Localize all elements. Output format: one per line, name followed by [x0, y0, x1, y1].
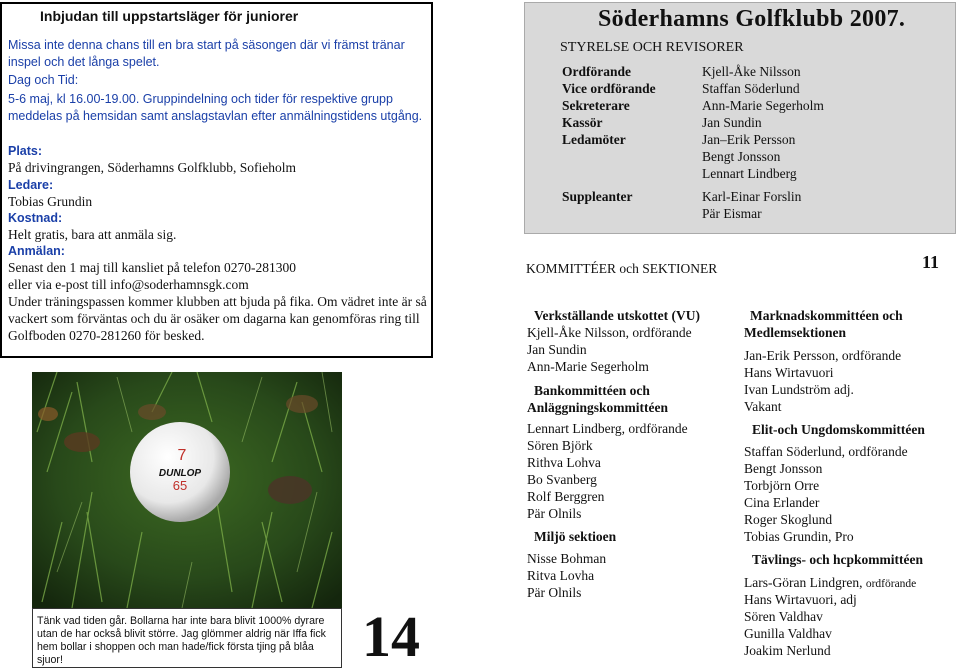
- page-number-left: 14: [362, 604, 420, 669]
- vu-heading: Verkställande utskottet (VU): [534, 308, 700, 323]
- bank-member: Lennart Lindberg, ordförande: [527, 421, 688, 436]
- bank-heading-line-2: Anläggningskommittéen: [527, 400, 669, 415]
- place-label: Plats:: [8, 144, 43, 158]
- env-member: Ritva Lovha: [527, 568, 595, 583]
- board-member: Jan–Erik Persson: [702, 132, 796, 147]
- role-vice-chair: Vice ordförande: [562, 81, 656, 96]
- comp-heading: Tävlings- och hcpkommittéen: [752, 552, 924, 567]
- elite-member: Staffan Söderlund, ordförande: [744, 444, 908, 459]
- signup-paragraph: [8, 293, 428, 344]
- ball-brand: DUNLOP: [158, 468, 202, 479]
- market-member: Jan-Erik Persson, ordförande: [744, 348, 902, 363]
- role-deputies: Suppleanter: [562, 189, 633, 204]
- board-member: Lennart Lindberg: [702, 166, 797, 181]
- board-member: Bengt Jonsson: [702, 149, 781, 164]
- cost-value: Helt gratis, bara att anmäla sig.: [8, 227, 177, 242]
- deputy-member: Karl-Einar Forslin: [702, 189, 802, 204]
- elite-member: Bengt Jonsson: [744, 461, 823, 476]
- page-number-right: 11: [922, 252, 940, 272]
- fika-text: Under träningspassen kommer klubben att bjuda på fika.: [8, 294, 314, 309]
- market-member: Ivan Lundström adj.: [744, 382, 854, 397]
- member-vice-chair: Staffan Söderlund: [702, 81, 800, 96]
- env-member: Nisse Bohman: [527, 551, 607, 566]
- elite-member: Cina Erlander: [744, 495, 820, 510]
- signup-line-1: Senast den 1 maj till kansliet på telefon 0270-281300: [8, 260, 296, 275]
- invitation-intro: Missa inte denna chans till en bra start på säsongen där vi främst tränar inspel och det långa spelet.: [8, 38, 405, 69]
- club-title: Söderhamns Golfklubb 2007.: [598, 6, 906, 32]
- elite-member: Tobias Grundin, Pro: [744, 529, 854, 544]
- ball-number-top: 7: [177, 447, 187, 464]
- role-secretary: Sekreterare: [562, 98, 630, 113]
- cost-label: Kostnad:: [8, 211, 63, 225]
- member-treasurer: Jan Sundin: [702, 115, 762, 130]
- comp-member: Gunilla Valdhav: [744, 626, 832, 641]
- invitation-title: Inbjudan till uppstartsläger för juniorer: [40, 8, 299, 24]
- role-chair: Ordförande: [562, 64, 631, 79]
- comp-member: Sören Valdhav: [744, 609, 823, 624]
- ball-number-bottom: 65: [172, 478, 188, 493]
- elite-heading: Elit-och Ungdomskommittéen: [752, 422, 925, 437]
- comp-member: Hans Wirtavuori, adj: [744, 592, 857, 607]
- market-heading-line-2: Medlemsektionen: [744, 325, 846, 340]
- comp-chair-name: Lars-Göran Lindgren,: [744, 575, 863, 590]
- bank-member: Rithva Lohva: [527, 455, 601, 470]
- vu-member: Jan Sundin: [527, 342, 587, 357]
- photo-caption: Tänk vad tiden går. Bollarna har inte bara blivit 1000% dyrare utan de har också blivit större. Jag glömmer aldrig när Iffa fick hem bollar i shoppen och man hade/fick första tjing på blåa sjuor!: [32, 608, 342, 668]
- bank-member: Bo Svanberg: [527, 472, 597, 487]
- date-value: 5-6 maj, kl 16.00-19.00. Gruppindelning och tider för respektive grupp meddelas på hemsidan samt anslagstavlan efter anmälningstidens utgång.: [8, 92, 423, 123]
- deputy-member: Pär Eismar: [702, 206, 762, 221]
- member-secretary: Ann-Marie Segerholm: [702, 98, 824, 113]
- golf-ball-photo: [32, 372, 342, 608]
- bank-member: Rolf Berggren: [527, 489, 605, 504]
- vu-member: Kjell-Åke Nilsson, ordförande: [527, 325, 692, 340]
- member-chair: Kjell-Åke Nilsson: [702, 64, 801, 79]
- bank-member: Pär Olnils: [527, 506, 582, 521]
- leader-label: Ledare:: [8, 178, 54, 192]
- weather-text: Om vädret inte är så vackert som förväntas och du är osäker om dagarna kan genomföras ring till Golfboden 0270-281260 för besked.: [8, 294, 427, 343]
- leader-value: Tobias Grundin: [8, 194, 93, 209]
- bank-member: Sören Björk: [527, 438, 593, 453]
- comp-chair-role: ordförande: [865, 578, 917, 590]
- bank-heading-line-1: Bankommittéen och: [534, 383, 650, 398]
- role-board-members: Ledamöter: [562, 132, 626, 147]
- market-member: Hans Wirtavuori: [744, 365, 834, 380]
- date-label: Dag och Tid:: [8, 73, 79, 87]
- committees-heading: KOMMITTÉER och SEKTIONER: [526, 261, 718, 276]
- market-heading-line-1: Marknadskommittéen och: [750, 308, 903, 323]
- signup-label: Anmälan:: [8, 244, 65, 258]
- env-member: Pär Olnils: [527, 585, 582, 600]
- elite-member: Roger Skoglund: [744, 512, 833, 527]
- golf-ball-photo-art: [32, 372, 342, 608]
- place-value: På drivingrangen, Söderhamns Golfklubb, Sofieholm: [8, 160, 296, 175]
- board-heading: STYRELSE OCH REVISORER: [560, 40, 744, 55]
- comp-member: Joakim Nerlund: [744, 643, 831, 658]
- role-treasurer: Kassör: [562, 115, 603, 130]
- market-member: Vakant: [744, 399, 782, 414]
- elite-member: Torbjörn Orre: [744, 478, 820, 493]
- signup-email-line: eller via e-post till info@soderhamnsgk.com: [8, 277, 249, 292]
- vu-member: Ann-Marie Segerholm: [527, 359, 649, 374]
- env-heading: Miljö sektioen: [534, 529, 617, 544]
